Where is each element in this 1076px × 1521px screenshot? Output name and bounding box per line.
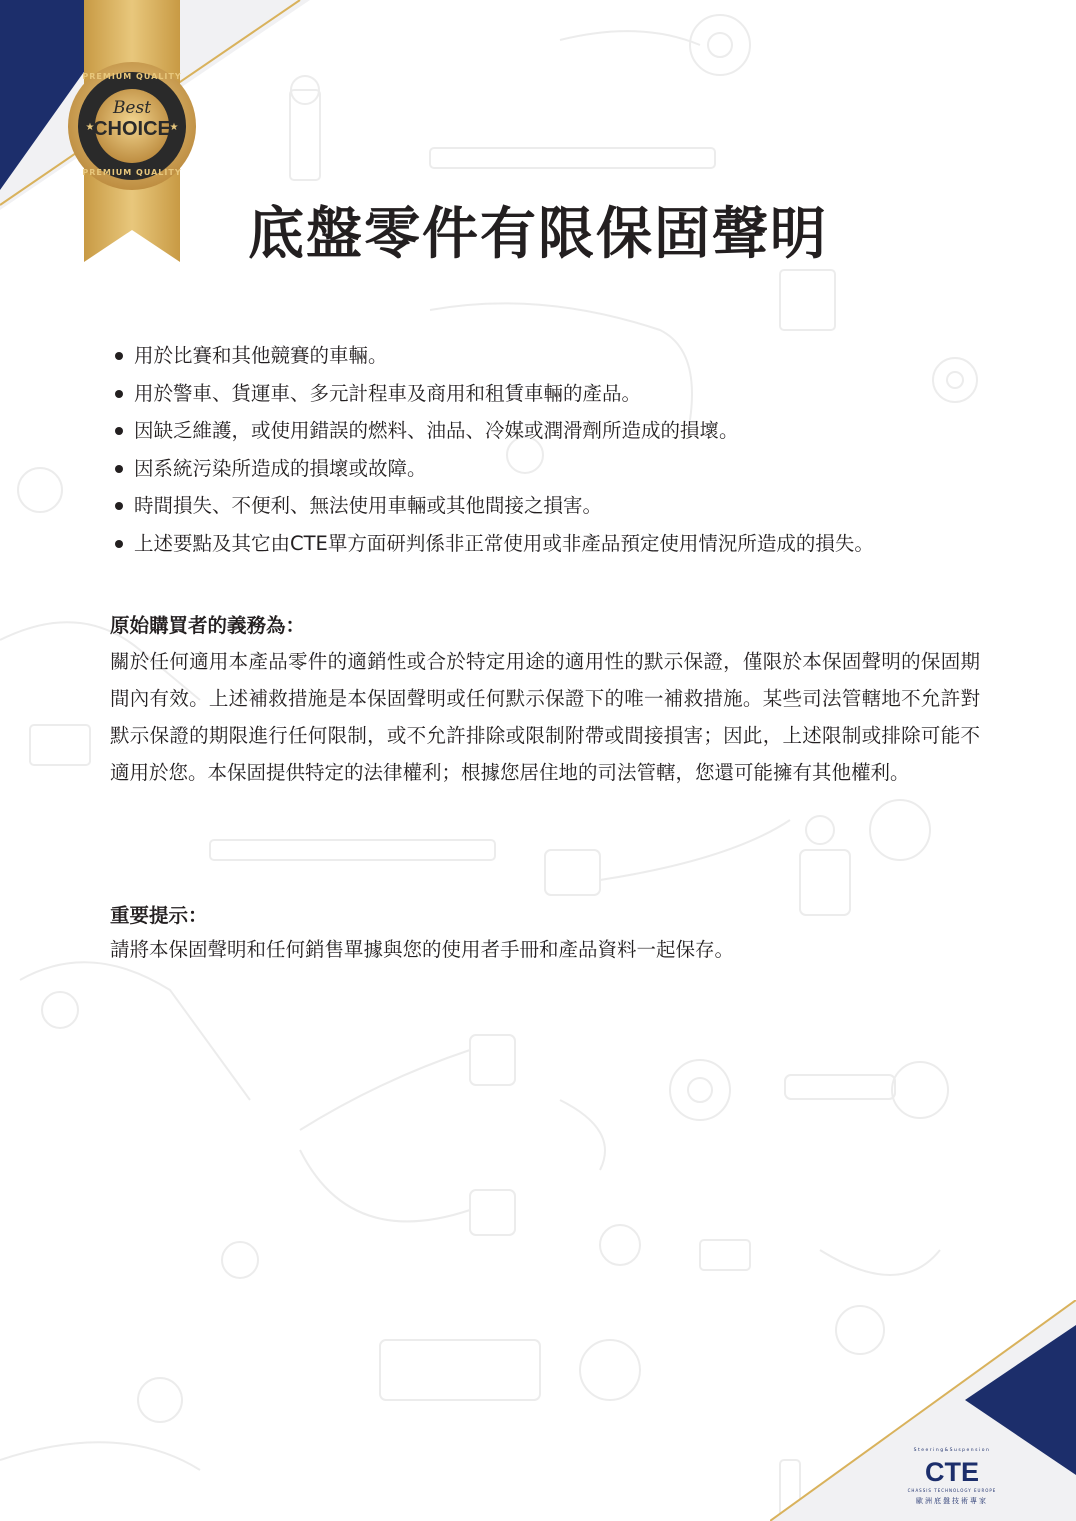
seal-arc-bottom: PREMIUM QUALITY	[82, 168, 182, 177]
logo-chinese-name: 歐洲底盤技術專家	[916, 1497, 988, 1505]
list-item: 因缺乏維護，或使用錯誤的燃料、油品、冷媒或潤滑劑所造成的損壞。	[112, 412, 1012, 450]
seal-main-text: CHOICE	[93, 118, 171, 140]
notice-body: 請將本保固聲明和任何銷售單據與您的使用者手冊和產品資料一起保存。	[110, 938, 735, 961]
cte-logo	[900, 1448, 1004, 1508]
obligations-heading: 原始購買者的義務為：	[110, 614, 306, 637]
seal-arc-top: PREMIUM QUALITY	[82, 72, 182, 81]
list-item: 用於比賽和其他競賽的車輛。	[112, 337, 1012, 375]
svg-text:★: ★	[85, 122, 95, 133]
svg-text:★: ★	[169, 122, 179, 133]
exclusions-list	[112, 337, 1012, 562]
notice-heading: 重要提示：	[110, 904, 208, 927]
list-item: 因系統污染所造成的損壞或故障。	[112, 450, 1012, 488]
logo-subtitle: CHASSIS TECHNOLOGY EUROPE	[907, 1488, 997, 1493]
logo-tagline: Steering&Suspension	[913, 1448, 991, 1453]
list-item: 時間損失、不便利、無法使用車輛或其他間接之損害。	[112, 487, 1012, 525]
best-choice-seal-text	[66, 60, 198, 192]
list-item: 用於警車、貨運車、多元計程車及商用和租賃車輛的產品。	[112, 375, 1012, 413]
page-title: 底盤零件有限保固聲明	[248, 202, 828, 267]
logo-name: CTE	[925, 1458, 979, 1484]
obligations-body: 關於任何適用本產品零件的適銷性或合於特定用途的適用性的默示保證，僅限於本保固聲明的保固期間內有效。上述補救措施是本保固聲明或任何默示保證下的唯一補救措施。某些司法管轄地不允許對默示保證的期限進行任何限制，或不允許排除或限制附帶或間接損害；因此，上述限制或排除可能不適用於您。本保固提供特定的法律權利；根據您居住地的司法管轄，您還可能擁有其他權利。	[110, 650, 980, 784]
list-item: 上述要點及其它由CTE單方面研判係非正常使用或非產品預定使用情況所造成的損失。	[112, 525, 1012, 563]
seal-script-text: Best	[112, 98, 152, 118]
cte-logo-mark	[906, 1458, 998, 1484]
